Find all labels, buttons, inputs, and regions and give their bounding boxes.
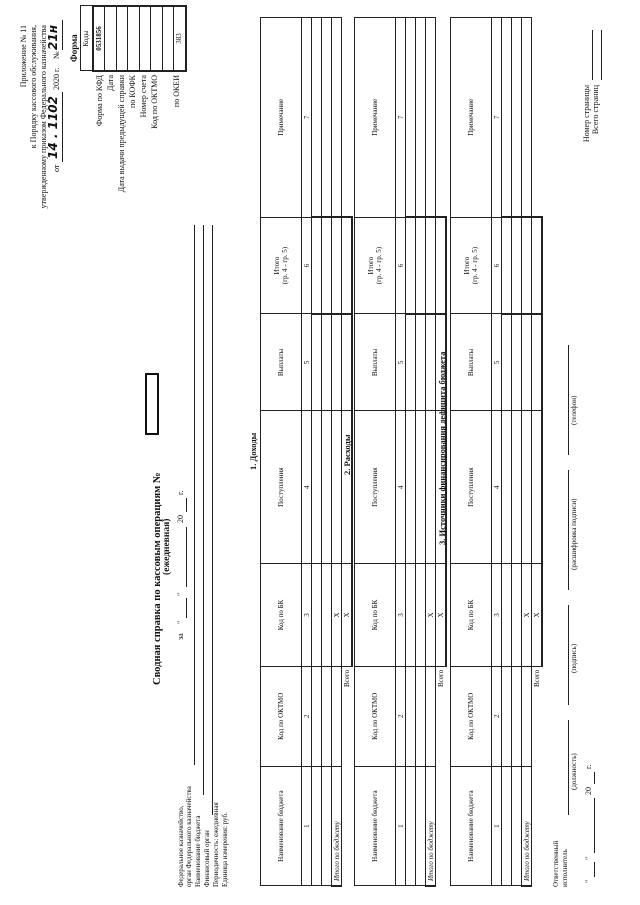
footer-phone-caption: (телефон) (570, 395, 578, 425)
footer-responsible-1: Ответственный (552, 840, 560, 887)
date-year-line (186, 498, 187, 512)
s3-total-budget: Итого по бюджету (522, 766, 532, 886)
s2-row-cell (406, 564, 416, 667)
appendix-num-prefix: № (52, 51, 61, 59)
appendix-num-underline (62, 20, 63, 50)
s1-col-note: Примечание (261, 18, 302, 218)
s3-col-receipts: Поступления (451, 411, 492, 564)
appendix-date-prefix: от (52, 164, 61, 172)
footer-pages-total-line (601, 30, 602, 80)
s2-row-cell (416, 411, 426, 564)
s2-tot-cell (426, 18, 436, 218)
s1-num-1: 1 (302, 766, 312, 886)
codes-label-7: по ОКЕИ (172, 75, 181, 108)
appendix-date-underline (62, 92, 63, 162)
s2-num-7: 7 (396, 18, 406, 218)
page-title: Сводная справка по кассовым операциям № (152, 472, 163, 685)
s3-tot-cell (522, 411, 532, 564)
s1-tot-cell (332, 411, 342, 564)
s3-col-note: Примечание (451, 18, 492, 218)
s2-num-1: 1 (396, 766, 406, 886)
s2-col-receipts: Поступления (355, 411, 396, 564)
footer-position-caption: (должность) (570, 753, 578, 790)
s1-col-budget-name: Наименование бюджета (261, 766, 302, 886)
s2-row-cell (416, 766, 426, 886)
field-budget-name: Наименование бюджета (194, 815, 202, 887)
s1-row-cell (322, 314, 332, 411)
s3-vsego-cell (532, 217, 543, 314)
s1-blank (342, 18, 353, 218)
s1-blank (342, 766, 353, 886)
s2-col-payments: Выплаты (355, 314, 396, 411)
s1-num-4: 4 (302, 411, 312, 564)
section-1-title: 1. Доходы (248, 432, 258, 470)
s1-tot-cell (332, 666, 342, 766)
s1-row-cell (322, 217, 332, 314)
codes-label-3: по КОФК (128, 75, 137, 108)
s1-row-cell (312, 18, 322, 218)
s1-total-b: (гр. 4 - гр. 5) (281, 246, 289, 285)
s1-tot-cell (332, 18, 342, 218)
s3-row-cell (502, 18, 512, 218)
s1-col-receipts: Поступления (261, 411, 302, 564)
s3-col-oktmo: Код по ОКТМО (451, 666, 492, 766)
s1-x-1: X (332, 564, 342, 667)
s1-vsego: Всего (343, 669, 351, 688)
footer-date-g: г. (584, 764, 593, 769)
field-budget-line (203, 225, 204, 795)
s2-tot-cell (426, 217, 436, 314)
appendix-num-handwritten: 21н (46, 25, 60, 50)
s3-col-budget-name: Наименование бюджета (451, 766, 492, 886)
s3-row-cell (502, 411, 512, 564)
s3-tot-cell (522, 217, 532, 314)
footer-date-year-line (594, 772, 595, 784)
s1-row-cell (312, 564, 322, 667)
appendix-year: 2020 г. (52, 67, 61, 90)
footer-page-number-line (592, 30, 593, 80)
s3-col-bk: Код по БК (451, 564, 492, 667)
s2-vsego-cell (436, 217, 447, 314)
section-1-table (260, 17, 353, 887)
s1-row-cell (312, 217, 322, 314)
s1-num-5: 5 (302, 314, 312, 411)
s2-num-6: 6 (396, 217, 406, 314)
field-fin-organ: Финансовый орган (203, 830, 211, 887)
s2-col-bk: Код по БК (355, 564, 396, 667)
date-g: г. (176, 490, 185, 495)
s3-vsego-cell (532, 411, 543, 564)
codes-value-1 (105, 6, 117, 71)
footer-date-year: 20 (584, 787, 593, 795)
s2-col-budget-name: Наименование бюджета (355, 766, 396, 886)
date-year-prefix: 20 (176, 515, 185, 523)
s3-row-cell (512, 564, 522, 667)
s3-row-cell (512, 217, 522, 314)
section-2-title: 2. Расходы (342, 434, 352, 475)
appendix-line3: утвержденному приказом Федерального казначейства (39, 25, 48, 209)
footer-decoding-line (568, 470, 569, 590)
codes-value-3 (128, 6, 140, 71)
s1-vsego-cell (342, 217, 353, 314)
field-fin-line (212, 225, 213, 815)
s3-num-6: 6 (492, 217, 502, 314)
s3-row-cell (502, 217, 512, 314)
footer-date-quote-close: " (584, 856, 593, 860)
codes-header: Коды (81, 6, 93, 71)
s3-row-cell (512, 18, 522, 218)
s2-total-b: (гр. 4 - гр. 5) (375, 246, 383, 285)
s2-tot-cell (426, 411, 436, 564)
s3-row-cell (502, 766, 512, 886)
s3-row-cell (512, 666, 522, 766)
s2-col-total (355, 217, 396, 314)
s3-row-cell (502, 564, 512, 667)
s3-tot-cell (522, 314, 532, 411)
footer-responsible-2: исполнитель (561, 849, 569, 887)
s2-tot-cell (426, 314, 436, 411)
field-treasury-1: Федеральное казначейство, (177, 805, 185, 887)
s2-row-cell (406, 411, 416, 564)
s1-row-cell (312, 411, 322, 564)
footer-position-line (568, 720, 569, 815)
s3-vsego-cell (532, 314, 543, 411)
s2-row-cell (406, 217, 416, 314)
footer-signature-caption: (подпись) (570, 643, 578, 673)
s2-num-3: 3 (396, 564, 406, 667)
s3-num-3: 3 (492, 564, 502, 667)
section-2-table (354, 17, 447, 887)
s1-num-6: 6 (302, 217, 312, 314)
codes-value-7: 383 (174, 6, 186, 71)
s1-total-a: Итого (273, 256, 281, 275)
s2-tot-cell (426, 666, 436, 766)
date-quote-close: " (176, 592, 185, 596)
s3-vsego: Всего (533, 669, 541, 688)
s2-col-oktmo: Код по ОКТМО (355, 666, 396, 766)
s2-total-a: Итого (367, 256, 375, 275)
s1-col-bk: Код по БК (261, 564, 302, 667)
date-za: за (176, 633, 185, 640)
s1-row-cell (312, 314, 322, 411)
s3-blank (532, 766, 543, 886)
s1-tot-cell (332, 314, 342, 411)
s3-num-5: 5 (492, 314, 502, 411)
s1-row-cell (322, 18, 332, 218)
date-month-line (186, 527, 187, 587)
field-treasury-line (194, 225, 195, 765)
s1-x-2: X (342, 564, 353, 667)
s1-num-2: 2 (302, 666, 312, 766)
appendix-line1: Приложение № 11 (19, 25, 28, 88)
s3-total-b: (гр. 4 - гр. 5) (471, 246, 479, 285)
field-periodicity: Периодичность: ежедневная (212, 802, 220, 887)
s1-row-cell (322, 666, 332, 766)
footer-date-month-line (594, 798, 595, 853)
section-3-title: 3. Источники финансирования дефицита бюджета (437, 351, 447, 545)
s2-row-cell (406, 666, 416, 766)
s3-num-1: 1 (492, 766, 502, 886)
s3-col-total (451, 217, 492, 314)
s3-x-1: X (522, 564, 532, 667)
s3-row-cell (512, 411, 522, 564)
s1-num-7: 7 (302, 18, 312, 218)
date-day-line (186, 598, 187, 618)
s2-vsego: Всего (437, 669, 445, 688)
codes-label-5: Код по ОКТМО (150, 75, 159, 129)
footer-phone-line (568, 345, 569, 455)
s2-row-cell (416, 666, 426, 766)
s1-tot-cell (332, 217, 342, 314)
codes-value-6 (162, 6, 174, 71)
s1-vsego-cell (342, 314, 353, 411)
codes-table (80, 5, 187, 72)
s1-row-cell (312, 766, 322, 886)
s2-num-4: 4 (396, 411, 406, 564)
codes-value-5 (151, 6, 163, 71)
page-subtitle: (ежедневная) (162, 518, 172, 575)
s2-total-budget: Итого по бюджету (426, 766, 436, 886)
s2-row-cell (406, 766, 416, 886)
appendix-date-handwritten: 14 . 1102 (46, 95, 60, 159)
s2-row-cell (416, 217, 426, 314)
s2-row-cell (406, 18, 416, 218)
s3-num-7: 7 (492, 18, 502, 218)
appendix-line2: к Порядку кассового обслуживания, (29, 25, 38, 149)
s2-x-2: X (436, 564, 447, 667)
s2-row-cell (416, 564, 426, 667)
form-label: Форма (69, 34, 79, 62)
s2-x-1: X (426, 564, 436, 667)
s2-blank (436, 766, 447, 886)
section-3-table (450, 17, 543, 887)
date-quote-open: " (176, 620, 185, 624)
s1-col-total (261, 217, 302, 314)
codes-label-1: Дата (106, 75, 115, 91)
codes-value-0: 0531856 (93, 6, 105, 71)
codes-label-2: Дата выдачи предыдущей справки (117, 75, 126, 193)
s3-num-2: 2 (492, 666, 502, 766)
s3-total-a: Итого (463, 256, 471, 275)
s2-row-cell (416, 18, 426, 218)
s1-col-payments: Выплаты (261, 314, 302, 411)
footer-pages-total: Всего страниц (591, 85, 600, 135)
codes-label-0: Форма по КФД (95, 75, 104, 127)
s2-row-cell (416, 314, 426, 411)
s3-x-2: X (532, 564, 543, 667)
footer-page-number: Номер страницы (582, 85, 591, 143)
s3-col-payments: Выплаты (451, 314, 492, 411)
codes-label-4: Номер счета (139, 75, 148, 118)
s1-row-cell (322, 411, 332, 564)
s2-num-2: 2 (396, 666, 406, 766)
s1-total-budget: Итого по бюджету (332, 766, 342, 886)
s1-row-cell (322, 766, 332, 886)
s2-row-cell (406, 314, 416, 411)
field-treasury-2: орган Федерального казначейства (185, 786, 193, 887)
title-number-box (145, 373, 159, 435)
s1-row-cell (312, 666, 322, 766)
s3-num-4: 4 (492, 411, 502, 564)
footer-signature-line (568, 605, 569, 705)
s3-row-cell (512, 314, 522, 411)
field-unit: Единица измерения: руб. (221, 812, 229, 887)
s3-row-cell (502, 314, 512, 411)
s3-tot-cell (522, 18, 532, 218)
s2-num-5: 5 (396, 314, 406, 411)
s2-col-note: Примечание (355, 18, 396, 218)
footer-date-quote-open: " (584, 879, 593, 883)
s3-row-cell (502, 666, 512, 766)
footer-date-day-line (594, 862, 595, 877)
s1-num-3: 3 (302, 564, 312, 667)
s3-tot-cell (522, 666, 532, 766)
codes-value-2 (116, 6, 128, 71)
s1-col-oktmo: Код по ОКТМО (261, 666, 302, 766)
footer-decoding-caption: (расшифровка подписи) (570, 498, 578, 570)
s3-row-cell (512, 766, 522, 886)
s1-row-cell (322, 564, 332, 667)
s2-blank (436, 18, 447, 218)
s3-blank (532, 18, 543, 218)
codes-value-4 (139, 6, 151, 71)
